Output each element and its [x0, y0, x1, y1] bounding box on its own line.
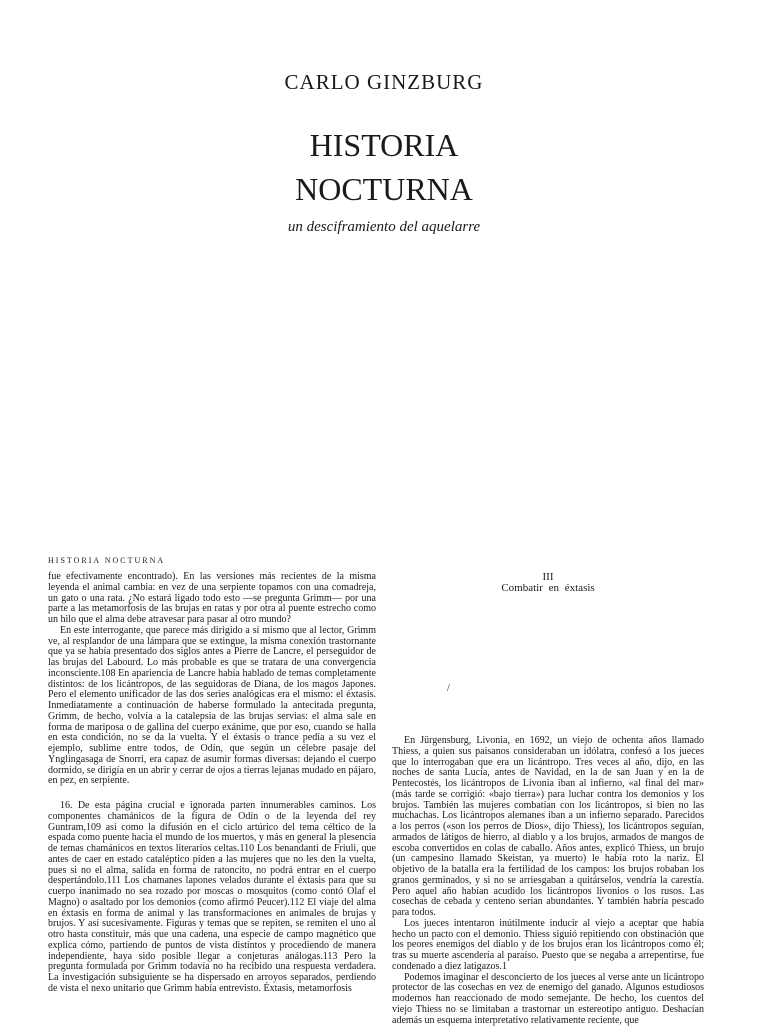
left-paragraph-1: fue efectivamente encontrado). En las versiones más recientes de la misma leyenda el animal cambia: en vez de una serpiente topamos con una comadreja, un gato o una rata. ¿No estará ligado todo esto —se pregunta Grimm— por una parte a las metamorfosis de las brujas en ratas y por otra al puente estrecho como un hilo que el alma debe atravesar para pasar al otro mundo?	[48, 572, 376, 626]
book-title-line-1: HISTORIA	[310, 127, 459, 163]
left-paragraph-2: En este interrogante, que parece más dirigido a sí mismo que al lector, Grimm ve, al resplandor de una lámpara que se extingue, la misma conexión trastornante que ya se había presentado dos siglos antes a Pierre de Lancre, el perseguidor de las brujas del Labourd. Lo más probable es que se tratara de una convergencia inconsciente.108 En apariencia de Lancre había hablado de temas completamente distintos: de los licántropos, de las seguidoras de Diana, de los magos Japones. Pero el elemento unificador de las dos series analógicas era el mismo: el éxtasis. Inmediatamente a continuación de haberse formulado la antecitada pregunta, Grimm, de hecho, volvía a la catalepsia de las brujas servias: el alma sale en forma de mariposa o de gallina del cuerpo exánime, que por eso, cuando se halla en esta condición, no se da la vuelta. Y el éxtasis o trance pedía a su vez el ejemplo, sublime entre todos, de Odín, que según un célebre pasaje del Ynglingasaga de Snorri, era capaz de asumir formas diversas: dejando el cuerpo dormido, se dirigía en un abrir y cerrar de ojos a tierras lejanas mudado en pájaro, en pez, en serpiente.	[48, 626, 376, 787]
left-text-column	[48, 572, 376, 995]
running-header: HISTORIA NOCTURNA	[48, 556, 165, 565]
book-title	[0, 123, 768, 211]
chapter-body	[392, 736, 704, 1026]
right-paragraph-2: Los jueces intentaron inútilmente inducir al viejo a aceptar que había hecho un pacto con el demonio. Thiess siguió repitiendo con obstinación que los peores enemigos del diablo y de los brujos eran los licántropos como él; tras su muerte ascendería al paraíso. Puesto que se negaba a arrepentirse, fue condenado a diez latigazos.1	[392, 919, 704, 973]
right-text-column	[392, 572, 704, 594]
book-title-line-2: NOCTURNA	[295, 171, 473, 207]
chapter-title: Combatir en éxtasis	[392, 583, 704, 594]
book-subtitle: un desciframiento del aquelarre	[0, 219, 768, 236]
stray-mark: /	[447, 684, 450, 695]
right-paragraph-1: En Jürgensburg, Livonia, en 1692, un viejo de ochenta años llamado Thiess, a quien sus paisanos consideraban un idólatra, confesó a los jueces que lo interrogaban que era un licántropo. Tres veces al año, dijo, en las noches de santa Lucía, antes de Navidad, en la de san Juan y en la de Pentecostés, los licántropos de Livonia iban al infierno, «al final del mar» (más tarde se corrigió: «bajo tierra») para luchar contra los demonios y los brujos. También las mujeres combatían con los licántropos, si bien no las muchachas. Los licántropos alemanes iban a un infierno separado. Parecidos a los perros («son los perros de Dios», dijo Thiess), los licántropos seguían, armados de látigos de hierro, al diablo y a los brujos, armados de mangos de escoba convertidos en colas de caballo. Años antes, explicó Thiess, un brujo (un campesino llamado Skeistan, ya muerto) le había roto la nariz. El objetivo de la batalla era la fertilidad de los campos: los brujos robaban los granos germinados, y si no se arriesgaban a quitárselos, vendría la carestía. Pero aquel año habían acudido los licántropos livonios o los rusos. Las cosechas de cebada y centeno serían abundantes. Y también habría pescado para todos.	[392, 736, 704, 919]
cover-title-block	[0, 70, 768, 236]
right-paragraph-3: Podemos imaginar el desconcierto de los jueces al verse ante un licántropo protector de las cosechas en vez de enemigo del ganado. Algunos estudiosos modernos han reaccionado de modo semejante. De hecho, los cuentos del viejo Thiess no se limitaban a trastornar un estereotipo antiguo. Deshacían además un esquema interpretativo relativamente reciente, que	[392, 973, 704, 1026]
chapter-number: III	[392, 572, 704, 583]
author-name: CARLO GINZBURG	[0, 70, 768, 95]
left-paragraph-3: 16. De esta página crucial e ignorada parten innumerables caminos. Los componentes chamánicos de la figura de Odín o de la leyenda del rey Guntram,109 así como la difusión en el ciclo artúrico del tema céltico de la espada como puente hacia el mundo de los muertos, y más en general la plesencia de temas chamánicos en textos literarios celtas.110 Los benandanti de Friuli, que antes de caer en estado cataléptico piden a las mujeres que no les den la vuelta, pues si no el alma, salida en forma de ratoncito, no podrá entrar en el cuerpo despertándolo.111 Los chamanes lapones velados durante el éxtasis para que su cuerpo inanimado no sea rozado por moscas o mosquitos (como contó Olaf el Magno) o asaltado por los demonios (como afirmó Peucer).112 El viaje del alma en éxtasis en forma de animal y las transformaciones en animales de brujas y brujos. Y así sucesivamente. Figuras y temas que se repiten, se remiten el uno al otro hasta constituir, más que una cadena, una especie de campo magnético que explica cómo, partiendo de puntos de vista distintos y procediendo de manera independiente, haya sido posible llegar a conjeturas análogas.113 Pero la pregunta formulada por Grimm todavía no ha recibido una respuesta verdadera. La investigación subsiguiente se ha dispersado en arroyos separados, perdiendo de vista el nexo unitario que Grimm había entrevisto. Éxtasis, metamorfosis	[48, 801, 376, 995]
